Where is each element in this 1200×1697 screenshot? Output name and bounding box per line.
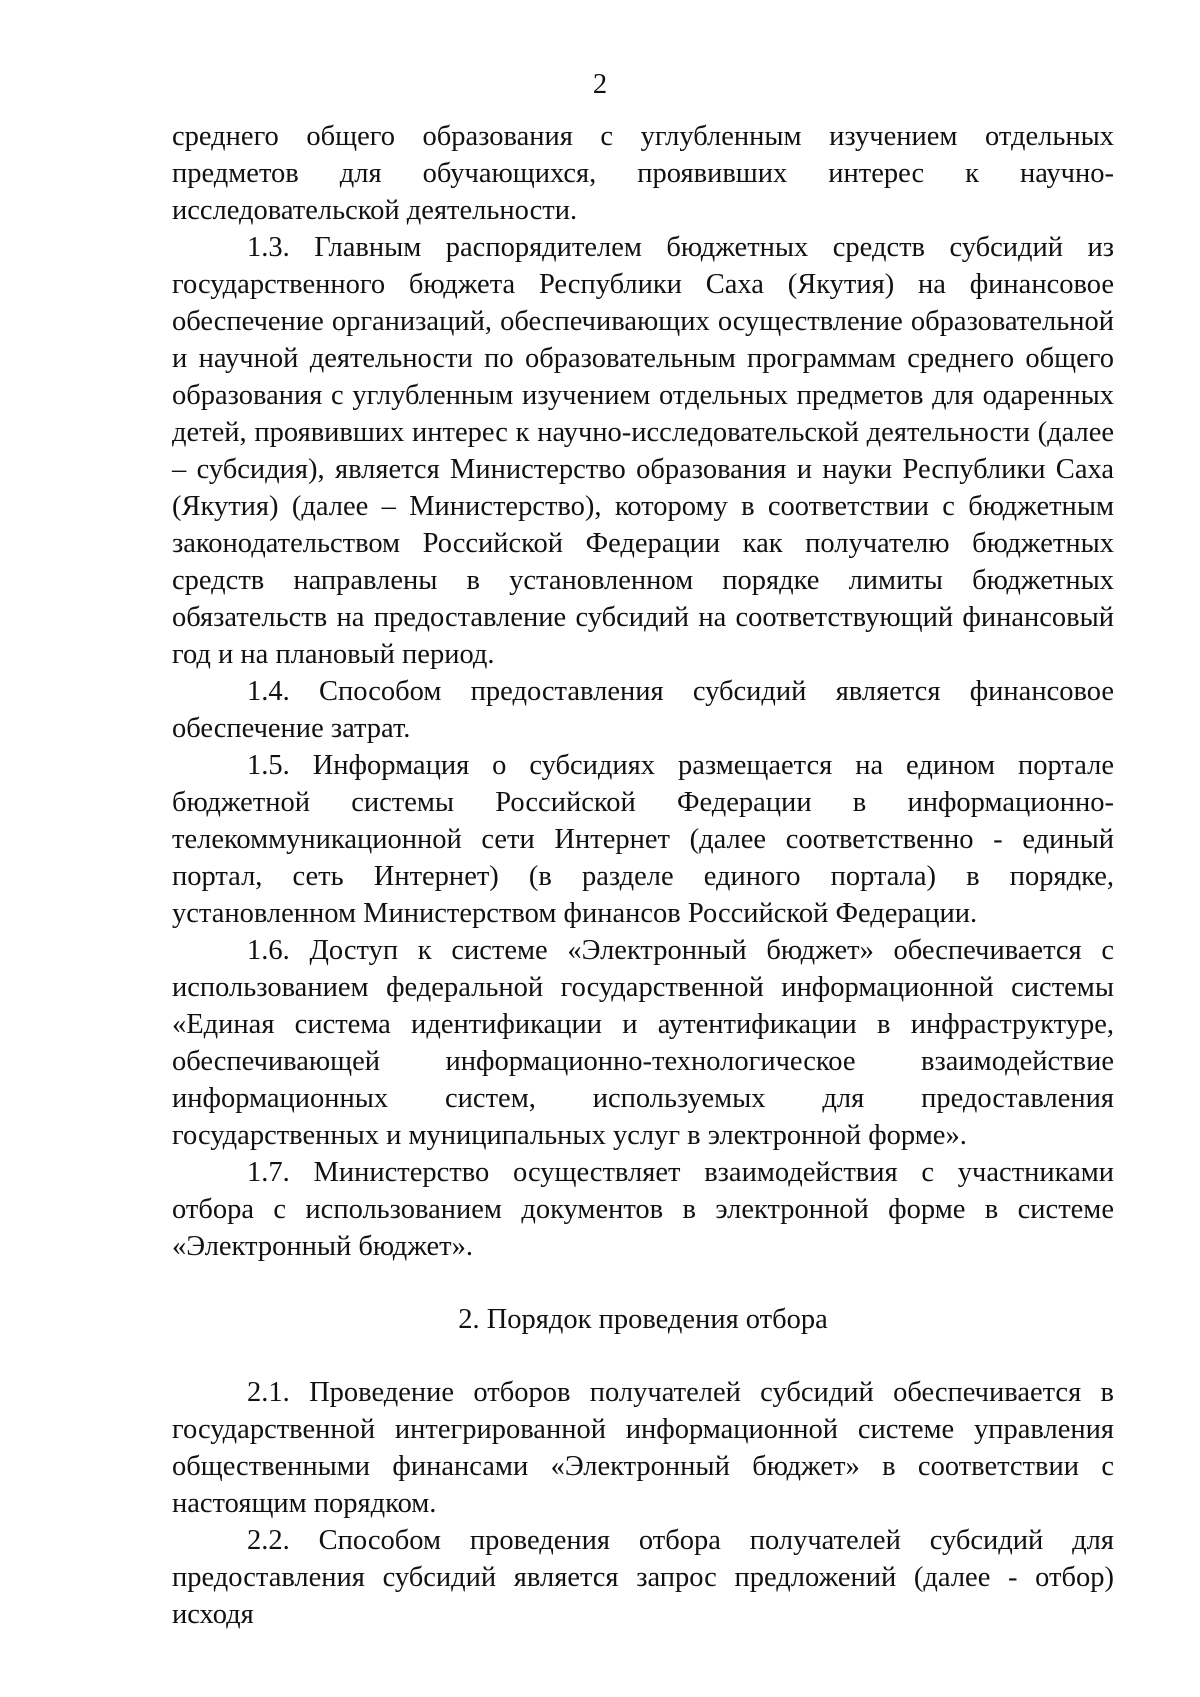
paragraph-2-2: 2.2. Способом проведения отбора получателей субсидий для предоставления субсидий является запрос предложений (далее - отбор) исходя: [172, 1525, 1114, 1630]
paragraph-1-4: 1.4. Способом предоставления субсидий является финансовое обеспечение затрат.: [172, 676, 1114, 744]
paragraph-2-1: 2.1. Проведение отборов получателей субсидий обеспечивается в государственной интегрированной информационной системе управления общественными финансами «Электронный бюджет» в соответствии с настоящим порядком.: [172, 1377, 1114, 1519]
document-body: [172, 118, 1114, 1633]
section-heading: 2. Порядок проведения отбора: [458, 1304, 828, 1335]
paragraph-1-6: 1.6. Доступ к системе «Электронный бюджет» обеспечивается с использованием федеральной государственной информационной системы «Единая система идентификации и аутентификации в инфраструктуре, обеспечивающей информационно-технологическое взаимодействие информационных систем, используемых для предоставления государственных и муниципальных услуг в электронной форме».: [172, 935, 1114, 1151]
paragraph-1-7: 1.7. Министерство осуществляет взаимодействия с участниками отбора с использованием документов в электронной форме в системе «Электронный бюджет».: [172, 1157, 1114, 1262]
paragraph-1-5: 1.5. Информация о субсидиях размещается на едином портале бюджетной системы Российской Федерации в информационно-телекоммуникационной сети Интернет (далее соответственно - единый портал, сеть Интернет) (в разделе единого портала) в порядке, установленном Министерством финансов Российской Федерации.: [172, 750, 1114, 929]
page-number: 2: [592, 69, 608, 100]
paragraph-1-3: 1.3. Главным распорядителем бюджетных средств субсидий из государственного бюджета Республики Саха (Якутия) на финансовое обеспечение организаций, обеспечивающих осуществление образовательной и научной деятельности по образовательным программам среднего общего образования с углубленным изучением отдельных предметов для одаренных детей, проявивших интерес к научно-исследовательской деятельности (далее – субсидия), является Министерство образования и науки Республики Саха (Якутия) (далее – Министерство), которому в соответствии с бюджетным законодательством Российской Федерации как получателю бюджетных средств направлены в установленном порядке лимиты бюджетных обязательств на предоставление субсидий на соответствующий финансовый год и на плановый период.: [172, 232, 1114, 670]
paragraph-continuation: среднего общего образования с углубленным изучением отдельных предметов для обучающихся, проявивших интерес к научно-исследовательской деятельности.: [172, 121, 1114, 226]
